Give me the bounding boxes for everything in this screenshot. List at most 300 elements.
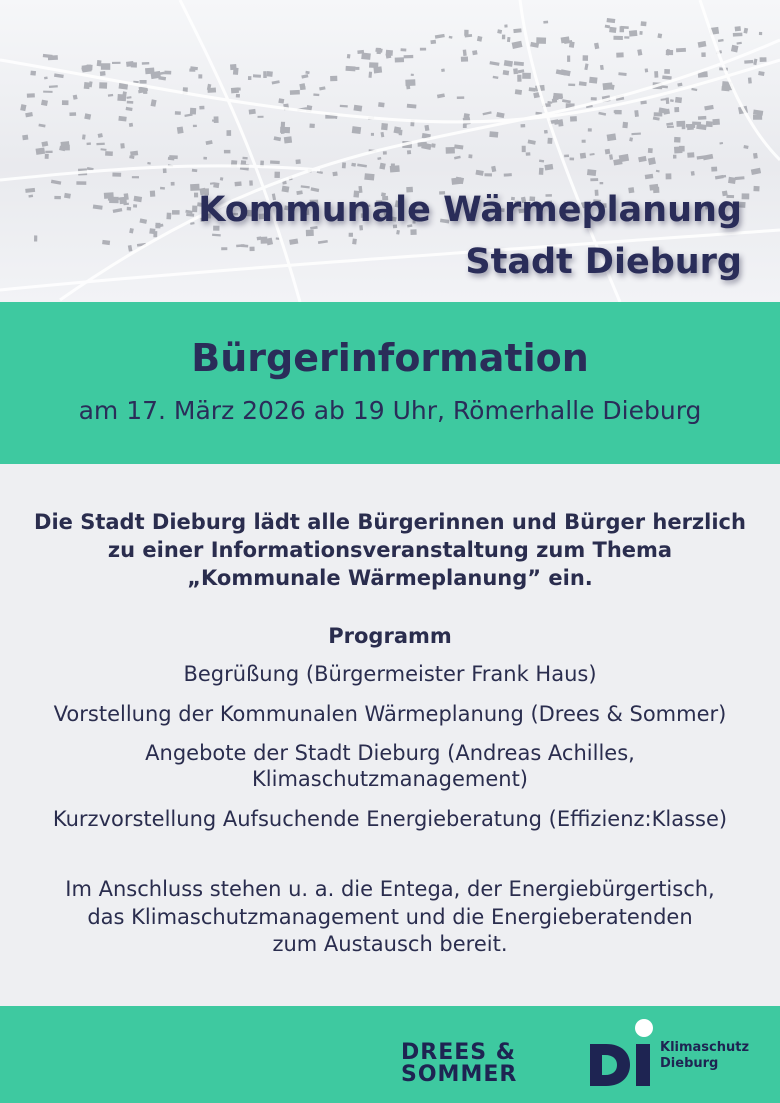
map-building	[89, 81, 93, 87]
map-building	[666, 50, 673, 55]
map-building	[51, 180, 61, 185]
map-building	[177, 127, 184, 134]
map-building	[673, 155, 676, 159]
map-building	[82, 64, 92, 72]
map-building	[30, 71, 36, 76]
map-building	[645, 174, 654, 180]
map-building	[477, 36, 483, 42]
map-building	[112, 62, 121, 64]
map-building	[390, 165, 400, 172]
map-building	[468, 154, 472, 158]
map-building	[760, 57, 767, 62]
map-building	[43, 91, 52, 93]
map-building	[168, 157, 175, 161]
map-building	[629, 30, 638, 37]
map-building	[570, 158, 575, 161]
map-building	[526, 152, 531, 156]
map-building	[395, 57, 404, 62]
map-building	[401, 48, 407, 51]
map-building	[712, 119, 720, 125]
map-building	[619, 154, 629, 162]
map-building	[493, 76, 499, 79]
map-building	[27, 93, 35, 97]
map-building	[742, 193, 750, 199]
map-building	[543, 21, 548, 24]
map-building	[100, 71, 106, 76]
map-building	[130, 151, 138, 157]
map-building	[381, 132, 385, 138]
map-building	[513, 28, 521, 33]
map-building	[296, 159, 301, 164]
map-building	[497, 29, 502, 34]
map-building	[330, 76, 337, 81]
event-banner	[0, 302, 780, 464]
map-building	[489, 131, 498, 137]
map-building	[189, 69, 195, 72]
map-building	[758, 71, 764, 76]
map-building	[484, 173, 492, 176]
map-building	[227, 130, 232, 136]
map-building	[507, 37, 511, 42]
dieburg-label: Dieburg	[660, 1056, 719, 1071]
map-building	[276, 237, 280, 239]
map-building	[203, 157, 207, 160]
map-building	[589, 77, 598, 84]
map-building	[461, 56, 468, 61]
drees-sommer-logo	[401, 1042, 517, 1086]
map-building	[69, 112, 76, 116]
map-building	[139, 80, 146, 84]
map-building	[355, 67, 359, 70]
map-building	[753, 153, 758, 159]
map-building	[430, 40, 436, 44]
intro-line: „Kommunale Wärmeplanung” ein.	[187, 566, 593, 590]
map-building	[698, 116, 707, 120]
map-building	[662, 75, 672, 79]
map-building	[242, 157, 247, 160]
map-building	[386, 50, 393, 56]
map-building	[420, 48, 426, 51]
map-building	[504, 60, 513, 67]
map-building	[38, 124, 45, 128]
map-building	[701, 52, 705, 57]
drees-sommer-logo-line-2: SOMMER	[401, 1062, 518, 1087]
map-building	[118, 116, 126, 122]
map-building	[175, 111, 181, 115]
map-building	[753, 110, 763, 116]
map-building	[82, 134, 86, 139]
map-building	[267, 71, 273, 77]
map-building	[105, 151, 113, 156]
map-building	[737, 42, 742, 45]
map-building	[411, 74, 414, 76]
map-building	[190, 108, 196, 115]
map-building	[711, 167, 717, 172]
map-building	[568, 84, 575, 87]
map-building	[309, 124, 314, 129]
map-building	[396, 230, 400, 235]
klimaschutz-label: Klimaschutz	[660, 1040, 750, 1055]
map-building	[96, 143, 104, 146]
map-building	[504, 24, 507, 27]
map-building	[587, 169, 596, 176]
intro-line: zu einer Informationsveranstaltung zum Thema	[107, 538, 673, 562]
map-building	[41, 100, 48, 106]
map-building	[97, 60, 102, 66]
map-building	[345, 66, 355, 71]
map-building	[214, 116, 219, 123]
map-building	[457, 96, 464, 99]
map-building	[347, 54, 351, 59]
map-building	[715, 175, 724, 180]
map-building	[220, 177, 224, 181]
hero-title-line-2: Stadt Dieburg	[465, 242, 742, 282]
map-building	[667, 126, 674, 128]
map-building	[616, 52, 624, 57]
event-heading: Bürgerinformation	[191, 336, 589, 380]
map-building	[127, 101, 134, 104]
map-building	[122, 91, 126, 96]
map-building	[235, 181, 242, 186]
map-building	[383, 151, 387, 154]
map-building	[666, 122, 673, 125]
map-building	[718, 39, 724, 42]
map-building	[614, 110, 618, 113]
map-building	[733, 33, 743, 37]
map-building	[36, 147, 46, 154]
map-building	[606, 18, 615, 23]
map-building	[375, 48, 382, 53]
klimaschutz-dieburg-logo-text	[660, 1040, 749, 1072]
map-building	[45, 151, 52, 153]
map-building	[108, 94, 113, 97]
map-building	[670, 99, 674, 102]
map-building	[210, 182, 214, 185]
map-building	[305, 71, 309, 74]
map-building	[653, 117, 660, 121]
map-building	[583, 55, 589, 61]
map-building	[580, 153, 586, 159]
map-building	[594, 43, 599, 50]
map-building	[249, 109, 256, 115]
map-building	[728, 177, 736, 184]
map-building	[131, 62, 137, 67]
map-building	[342, 162, 346, 168]
map-building	[706, 121, 713, 127]
map-building	[351, 163, 356, 167]
map-building	[698, 41, 707, 48]
map-building	[129, 155, 134, 159]
map-building	[319, 86, 325, 90]
map-building	[381, 123, 388, 130]
map-building	[253, 74, 261, 77]
map-building	[666, 173, 672, 179]
map-building	[464, 30, 468, 36]
map-building	[129, 123, 133, 127]
map-building	[207, 88, 216, 93]
map-building	[171, 182, 175, 186]
map-building	[274, 136, 282, 141]
map-building	[562, 99, 571, 103]
hero-title-line-1: Kommunale Wärmeplanung	[198, 190, 742, 230]
map-building	[567, 55, 570, 61]
map-building	[634, 110, 639, 117]
map-building	[241, 160, 246, 164]
map-building	[743, 145, 748, 149]
map-building	[54, 73, 64, 78]
map-building	[274, 172, 280, 178]
map-building	[751, 168, 761, 175]
map-building	[212, 234, 221, 237]
map-building	[151, 99, 157, 107]
map-building	[536, 37, 546, 44]
map-building	[410, 229, 416, 235]
program-item: Kurzvorstellung Aufsuchende Energieberatung (Effizienz:Klasse)	[52, 807, 728, 831]
map-building	[648, 157, 656, 165]
closing-line: das Klimaschutzmanagement und die Energieberatenden	[87, 905, 693, 929]
map-building	[101, 63, 110, 70]
map-building	[514, 61, 524, 66]
map-building	[654, 112, 663, 116]
map-building	[691, 171, 695, 176]
map-building	[313, 93, 319, 96]
map-building	[258, 116, 264, 118]
map-building	[248, 76, 251, 80]
program-item: Angebote der Stadt Dieburg (Andreas Achilles,	[145, 741, 635, 765]
map-building	[76, 181, 86, 185]
map-building	[502, 35, 505, 40]
map-building	[272, 80, 280, 84]
map-building	[475, 170, 483, 176]
map-building	[278, 98, 284, 103]
map-building	[624, 36, 629, 39]
map-building	[491, 166, 496, 172]
map-building	[753, 115, 762, 120]
map-building	[301, 74, 308, 78]
map-building	[620, 26, 625, 32]
map-building	[99, 82, 107, 89]
map-building	[352, 126, 362, 134]
map-building	[603, 82, 613, 90]
map-building	[100, 148, 106, 151]
map-building	[598, 112, 606, 116]
map-building	[687, 152, 694, 158]
map-building	[503, 70, 510, 75]
map-building	[521, 124, 526, 127]
hero-map-image	[0, 0, 780, 302]
map-building	[472, 50, 477, 55]
map-building	[407, 150, 411, 154]
map-building	[435, 34, 445, 39]
map-building	[284, 136, 292, 143]
drees-sommer-logo-line-1: DREES &	[401, 1040, 516, 1065]
map-building	[98, 133, 103, 138]
map-building	[349, 233, 353, 237]
map-building	[622, 122, 628, 129]
map-building	[522, 73, 531, 79]
map-building	[437, 93, 445, 98]
map-building	[233, 68, 239, 75]
map-building	[378, 102, 385, 107]
map-building	[618, 72, 626, 76]
map-building	[126, 107, 133, 111]
map-building	[263, 71, 267, 78]
map-building	[639, 31, 642, 35]
map-building	[609, 154, 613, 160]
map-building	[198, 74, 202, 78]
map-building	[638, 156, 647, 162]
program-item: Vorstellung der Kommunalen Wärmeplanung (Drees & Sommer)	[53, 702, 727, 726]
map-building	[164, 71, 171, 75]
map-building	[607, 133, 617, 141]
map-building	[45, 154, 49, 159]
map-building	[664, 69, 670, 74]
map-building	[441, 69, 445, 72]
map-building	[686, 124, 695, 128]
map-building	[600, 65, 604, 70]
map-building	[431, 143, 435, 147]
map-building	[637, 49, 642, 56]
map-building	[407, 104, 417, 109]
map-building	[522, 146, 526, 152]
map-building	[377, 157, 381, 160]
map-building	[513, 68, 518, 74]
map-building	[22, 135, 28, 141]
map-building	[517, 75, 521, 82]
map-building	[676, 48, 686, 52]
map-building	[142, 62, 149, 65]
map-building	[145, 67, 155, 74]
map-building	[748, 77, 752, 83]
map-building	[654, 71, 658, 78]
map-building	[193, 125, 197, 127]
map-building	[280, 127, 290, 134]
map-building	[674, 107, 679, 112]
map-building	[600, 182, 604, 184]
map-building	[25, 188, 35, 193]
map-building	[661, 98, 667, 101]
closing-line: Im Anschluss stehen u. a. die Entega, der Energiebürgertisch,	[65, 877, 715, 901]
map-building	[301, 185, 310, 188]
map-building	[682, 126, 686, 129]
map-building	[368, 72, 372, 78]
map-building	[224, 150, 231, 154]
map-building	[753, 59, 757, 65]
map-building	[731, 45, 739, 53]
map-building	[676, 121, 685, 127]
map-building	[719, 142, 723, 145]
map-building	[49, 85, 58, 88]
map-building	[677, 83, 682, 87]
map-building	[552, 98, 557, 102]
map-building	[404, 55, 414, 59]
map-building	[691, 88, 697, 91]
map-building	[120, 143, 125, 148]
map-building	[590, 153, 595, 156]
map-building	[126, 96, 131, 99]
map-building	[640, 101, 646, 105]
map-building	[20, 104, 26, 111]
map-building	[512, 41, 523, 49]
map-building	[483, 111, 492, 115]
map-building	[613, 36, 622, 40]
map-building	[41, 141, 48, 147]
map-building	[236, 94, 240, 98]
event-date-location: am 17. März 2026 ab 19 Uhr, Römerhalle Dieburg	[78, 396, 702, 425]
map-building	[361, 53, 371, 60]
map-building	[454, 156, 461, 160]
intro-line: Die Stadt Dieburg lädt alle Bürgerinnen und Bürger herzlich	[34, 510, 746, 534]
map-building	[369, 62, 378, 68]
klimaschutz-dieburg-logo-icon	[588, 1018, 658, 1090]
map-building	[515, 89, 522, 95]
map-building	[605, 149, 611, 155]
map-building	[73, 95, 78, 100]
map-building	[132, 176, 139, 178]
map-building	[605, 25, 610, 29]
map-building	[529, 87, 536, 92]
map-building	[446, 147, 455, 154]
map-building	[87, 142, 91, 145]
map-building	[648, 148, 653, 153]
map-building	[645, 68, 649, 72]
map-building	[570, 116, 577, 121]
program-item: Begrüßung (Bürgermeister Frank Haus)	[183, 662, 597, 686]
map-building	[371, 133, 374, 136]
map-building	[48, 55, 58, 60]
map-building	[721, 86, 729, 91]
map-building	[399, 130, 403, 136]
map-building	[424, 125, 429, 131]
map-building	[558, 95, 563, 99]
map-building	[158, 76, 166, 81]
map-building	[539, 168, 544, 175]
map-building	[544, 164, 553, 171]
map-building	[44, 76, 48, 79]
map-building	[62, 100, 69, 105]
map-building	[138, 89, 144, 93]
map-building	[579, 81, 587, 86]
map-building	[504, 173, 512, 176]
map-building	[231, 87, 239, 93]
map-building	[34, 235, 37, 241]
map-building	[249, 180, 253, 185]
map-building	[674, 137, 681, 143]
map-building	[84, 113, 91, 119]
map-building	[206, 140, 213, 145]
map-building	[528, 140, 536, 145]
map-building	[657, 33, 662, 38]
map-building	[147, 162, 151, 165]
map-building	[405, 79, 415, 86]
map-building	[184, 113, 192, 117]
map-building	[199, 106, 204, 110]
map-building	[153, 231, 157, 237]
map-building	[588, 128, 592, 131]
map-building	[663, 109, 670, 115]
map-building	[564, 155, 569, 158]
map-building	[759, 32, 762, 35]
map-building	[61, 141, 70, 148]
map-building	[340, 105, 348, 108]
map-building	[743, 28, 748, 34]
map-building	[544, 130, 548, 134]
map-building	[631, 132, 641, 135]
map-building	[290, 90, 300, 95]
map-building	[674, 146, 682, 153]
map-building	[735, 176, 745, 180]
map-building	[353, 105, 362, 112]
